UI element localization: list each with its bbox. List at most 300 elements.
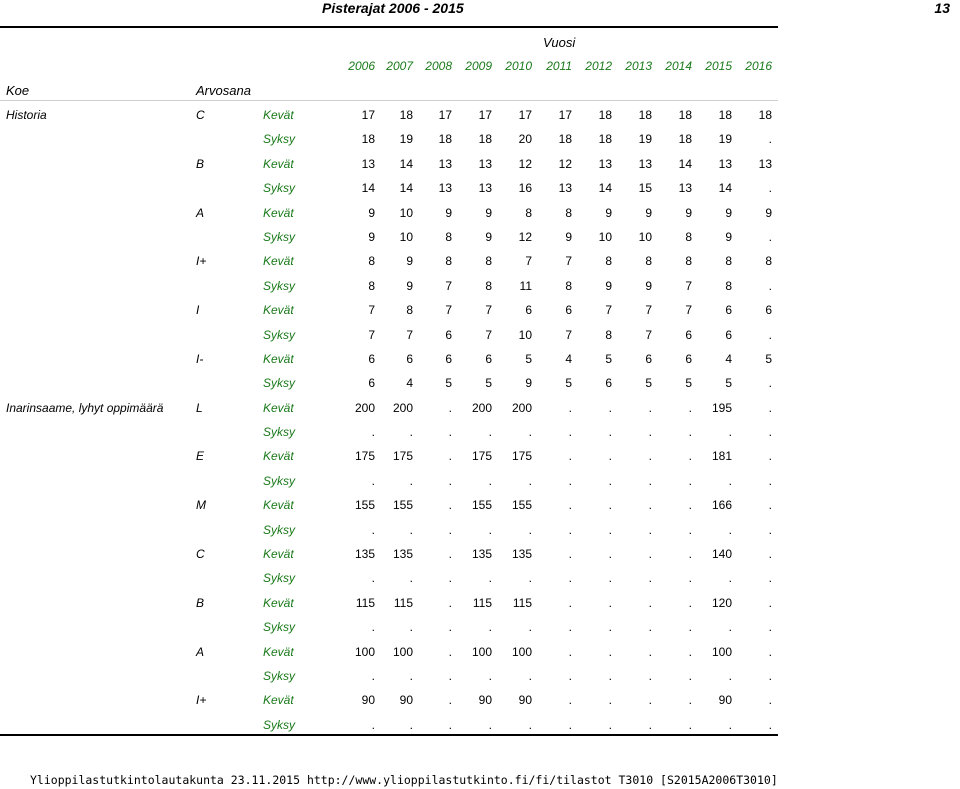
score-cell: 5 — [445, 376, 452, 391]
score-cell: 6 — [685, 327, 692, 342]
score-cell: 9 — [368, 229, 375, 244]
score-cell: 140 — [711, 547, 732, 562]
term-label: Syksy — [263, 132, 296, 147]
score-cell: . — [768, 620, 772, 635]
score-cell: 9 — [485, 229, 492, 244]
score-cell: 90 — [478, 693, 492, 708]
score-cell: 4 — [406, 376, 413, 391]
score-cell: 100 — [471, 644, 492, 659]
score-cell: 12 — [518, 156, 532, 171]
score-cell: 175 — [354, 449, 375, 464]
year-header-2013: 2013 — [625, 59, 652, 73]
score-cell: . — [448, 644, 452, 659]
grade-label: M — [196, 498, 206, 513]
score-cell: 9 — [685, 205, 692, 220]
score-cell: 6 — [445, 327, 452, 342]
score-cell: . — [688, 522, 692, 537]
score-cell: . — [528, 425, 532, 440]
score-cell: 7 — [685, 278, 692, 293]
score-cell: . — [728, 620, 732, 635]
score-cell: . — [528, 620, 532, 635]
score-cell: 6 — [685, 351, 692, 366]
score-cell: . — [688, 498, 692, 513]
score-cell: . — [768, 547, 772, 562]
table-row — [0, 226, 778, 250]
score-cell: 18 — [678, 132, 692, 147]
score-cell: . — [568, 693, 572, 708]
score-cell: 8 — [445, 254, 452, 269]
score-cell: . — [688, 473, 692, 488]
score-cell: 100 — [354, 644, 375, 659]
score-cell: 13 — [638, 156, 652, 171]
score-cell: . — [648, 498, 652, 513]
score-cell: 7 — [445, 303, 452, 318]
grade-label: C — [196, 108, 205, 122]
exam-name: Historia — [6, 108, 47, 122]
score-cell: . — [409, 620, 413, 635]
score-cell: 9 — [445, 205, 452, 220]
score-cell: . — [728, 717, 732, 732]
score-cell: . — [728, 571, 732, 586]
score-cell: 14 — [598, 181, 612, 196]
score-cell: . — [568, 498, 572, 513]
table-row — [0, 665, 778, 689]
score-cell: . — [648, 473, 652, 488]
score-cell: . — [568, 595, 572, 610]
score-cell: 135 — [354, 547, 375, 562]
score-cell: 8 — [725, 278, 732, 293]
score-cell: 13 — [361, 156, 375, 171]
score-cell: 100 — [711, 644, 732, 659]
score-cell: 7 — [645, 303, 652, 318]
table-row — [0, 128, 778, 152]
term-label: Kevät — [263, 547, 294, 562]
table-row — [0, 250, 778, 274]
score-cell: 13 — [598, 156, 612, 171]
score-cell: 8 — [685, 229, 692, 244]
score-cell: 13 — [438, 181, 452, 196]
score-cell: . — [608, 425, 612, 440]
score-cell: . — [448, 717, 452, 732]
score-cell: 13 — [478, 156, 492, 171]
score-cell: . — [768, 449, 772, 464]
score-cell: . — [728, 668, 732, 683]
term-label: Syksy — [263, 717, 296, 732]
score-cell: . — [648, 571, 652, 586]
score-cell: 18 — [361, 132, 375, 147]
score-cell: 100 — [511, 644, 532, 659]
score-cell: 5 — [645, 376, 652, 391]
score-cell: 19 — [638, 132, 652, 147]
score-cell: 17 — [558, 108, 572, 122]
score-cell: 11 — [519, 278, 532, 293]
score-cell: . — [488, 571, 492, 586]
score-cell: 175 — [392, 449, 413, 464]
score-cell: 5 — [725, 376, 732, 391]
score-cell: 6 — [725, 303, 732, 318]
score-cell: 10 — [399, 229, 413, 244]
score-cell: . — [568, 449, 572, 464]
term-label: Syksy — [263, 620, 296, 635]
score-cell: . — [648, 425, 652, 440]
score-cell: 9 — [725, 205, 732, 220]
score-cell: 6 — [406, 351, 413, 366]
score-cell: . — [568, 717, 572, 732]
score-cell: . — [608, 644, 612, 659]
score-cell: 200 — [354, 400, 375, 415]
score-cell: . — [728, 473, 732, 488]
term-label: Kevät — [263, 254, 294, 269]
score-cell: 7 — [368, 327, 375, 342]
score-cell: 15 — [638, 181, 652, 196]
year-header-2010: 2010 — [505, 59, 532, 73]
score-cell: 18 — [678, 108, 692, 122]
score-cell: . — [688, 620, 692, 635]
score-cell: 13 — [758, 156, 772, 171]
score-cell: 8 — [445, 229, 452, 244]
score-cell: 8 — [685, 254, 692, 269]
year-header-2016: 2016 — [745, 59, 772, 73]
score-cell: . — [448, 547, 452, 562]
table-row — [0, 470, 778, 494]
term-label: Syksy — [263, 376, 296, 391]
score-cell: . — [528, 668, 532, 683]
score-cell: . — [688, 449, 692, 464]
score-cell: . — [768, 229, 772, 244]
score-cell: 7 — [565, 254, 572, 269]
score-cell: . — [409, 668, 413, 683]
score-cell: 14 — [399, 156, 413, 171]
score-cell: 10 — [598, 229, 612, 244]
score-cell: 8 — [605, 254, 612, 269]
score-cell: 14 — [718, 181, 732, 196]
score-cell: . — [728, 522, 732, 537]
score-cell: . — [448, 620, 452, 635]
score-cell: 200 — [471, 400, 492, 415]
year-header-2009: 2009 — [465, 59, 492, 73]
score-cell: . — [448, 400, 452, 415]
table-row — [0, 592, 778, 616]
score-cell: . — [768, 498, 772, 513]
score-cell: . — [528, 717, 532, 732]
score-cell: 155 — [354, 498, 375, 513]
score-cell: 6 — [565, 303, 572, 318]
score-cell: 115 — [355, 595, 375, 610]
score-cell: 8 — [565, 205, 572, 220]
score-cell: 5 — [485, 376, 492, 391]
score-cell: . — [688, 717, 692, 732]
score-cell: . — [488, 620, 492, 635]
year-header-2006: 2006 — [348, 59, 375, 73]
score-cell: . — [371, 425, 375, 440]
score-cell: 17 — [518, 108, 532, 122]
score-cell: 7 — [605, 303, 612, 318]
score-cell: 6 — [765, 303, 772, 318]
year-header-2012: 2012 — [585, 59, 612, 73]
score-cell: . — [608, 595, 612, 610]
score-cell: . — [688, 400, 692, 415]
score-cell: 8 — [406, 303, 413, 318]
score-cell: . — [768, 132, 772, 147]
score-cell: 90 — [361, 693, 375, 708]
table-row — [0, 104, 778, 128]
score-cell: . — [608, 717, 612, 732]
score-cell: . — [768, 571, 772, 586]
score-cell: . — [608, 693, 612, 708]
score-cell: . — [409, 425, 413, 440]
score-cell: . — [448, 522, 452, 537]
score-cell: 9 — [605, 278, 612, 293]
score-cell: . — [768, 473, 772, 488]
score-cell: . — [608, 668, 612, 683]
term-label: Syksy — [263, 278, 296, 293]
score-cell: . — [371, 668, 375, 683]
score-cell: 18 — [478, 132, 492, 147]
score-cell: 6 — [485, 351, 492, 366]
score-cell: . — [568, 668, 572, 683]
score-cell: . — [608, 400, 612, 415]
score-cell: . — [608, 473, 612, 488]
score-cell: 18 — [598, 108, 612, 122]
term-label: Kevät — [263, 693, 294, 708]
score-cell: . — [648, 400, 652, 415]
score-cell: . — [488, 522, 492, 537]
score-cell: 6 — [368, 376, 375, 391]
report-title: Pisterajat 2006 - 2015 — [322, 0, 464, 16]
score-cell: 9 — [765, 205, 772, 220]
score-cell: 5 — [605, 351, 612, 366]
table-row — [0, 421, 778, 445]
year-header-2015: 2015 — [705, 59, 732, 73]
table-row — [0, 153, 778, 177]
term-label: Kevät — [263, 156, 294, 171]
score-cell: 12 — [518, 229, 532, 244]
score-cell: . — [768, 278, 772, 293]
table-row — [0, 202, 778, 226]
table-row — [0, 641, 778, 665]
score-cell: . — [409, 522, 413, 537]
score-cell: . — [448, 425, 452, 440]
score-cell: . — [768, 376, 772, 391]
table-row — [0, 519, 778, 543]
score-cell: 9 — [368, 205, 375, 220]
table-row — [0, 372, 778, 396]
table-row — [0, 397, 778, 421]
score-cell: 90 — [718, 693, 732, 708]
score-cell: . — [608, 498, 612, 513]
score-cell: 135 — [511, 547, 532, 562]
score-cell: 181 — [711, 449, 732, 464]
header-divider — [0, 100, 778, 101]
term-label: Syksy — [263, 522, 296, 537]
score-cell: 17 — [438, 108, 452, 122]
score-cell: . — [688, 668, 692, 683]
score-cell: . — [688, 571, 692, 586]
score-cell: 18 — [638, 108, 652, 122]
score-cell: 135 — [471, 547, 492, 562]
score-cell: 200 — [511, 400, 532, 415]
term-label: Syksy — [263, 181, 296, 196]
score-cell: 7 — [485, 327, 492, 342]
score-cell: . — [768, 717, 772, 732]
score-cell: . — [648, 717, 652, 732]
score-cell: 14 — [399, 181, 413, 196]
score-cell: . — [768, 668, 772, 683]
score-cell: 8 — [485, 254, 492, 269]
score-cell: . — [448, 473, 452, 488]
table-row — [0, 616, 778, 640]
score-cell: 135 — [392, 547, 413, 562]
score-cell: 12 — [558, 156, 572, 171]
score-cell: . — [648, 644, 652, 659]
score-cell: 6 — [368, 351, 375, 366]
score-cell: 90 — [518, 693, 532, 708]
score-cell: . — [768, 425, 772, 440]
score-cell: 155 — [392, 498, 413, 513]
score-cell: 7 — [645, 327, 652, 342]
table-row — [0, 494, 778, 518]
score-cell: 9 — [565, 229, 572, 244]
grade-label: B — [196, 595, 205, 610]
score-cell: . — [409, 717, 413, 732]
score-cell: 8 — [645, 254, 652, 269]
score-cell: 200 — [392, 400, 413, 415]
arvosana-column-header: Arvosana — [196, 83, 251, 98]
score-cell: 155 — [511, 498, 532, 513]
score-cell: . — [648, 547, 652, 562]
score-cell: 166 — [711, 498, 732, 513]
table-row — [0, 543, 778, 567]
term-label: Kevät — [263, 351, 294, 366]
page-number: 13 — [934, 0, 950, 16]
term-label: Syksy — [263, 229, 296, 244]
score-cell: . — [608, 449, 612, 464]
score-cell: . — [488, 425, 492, 440]
term-label: Kevät — [263, 644, 294, 659]
score-cell: 19 — [718, 132, 732, 147]
score-cell: . — [608, 522, 612, 537]
score-cell: 7 — [685, 303, 692, 318]
score-cell: 175 — [511, 449, 532, 464]
table-row — [0, 275, 778, 299]
score-cell: 8 — [565, 278, 572, 293]
score-cell: . — [728, 425, 732, 440]
score-cell: 13 — [558, 181, 572, 196]
score-cell: 115 — [393, 595, 413, 610]
score-cell: 16 — [518, 181, 532, 196]
year-header-2011: 2011 — [546, 59, 572, 73]
score-cell: 115 — [472, 595, 492, 610]
score-cell: 9 — [645, 205, 652, 220]
score-cell: 13 — [678, 181, 692, 196]
score-cell: 14 — [678, 156, 692, 171]
term-label: Kevät — [263, 400, 294, 415]
score-cell: 9 — [485, 205, 492, 220]
score-cell: 20 — [518, 132, 532, 147]
term-label: Syksy — [263, 425, 296, 440]
score-cell: 18 — [399, 108, 413, 122]
score-cell: 10 — [638, 229, 652, 244]
score-cell: 6 — [645, 351, 652, 366]
score-cell: 8 — [725, 254, 732, 269]
term-label: Kevät — [263, 108, 294, 122]
score-cell: 8 — [765, 254, 772, 269]
score-cell: 8 — [368, 278, 375, 293]
term-label: Kevät — [263, 205, 294, 220]
table-row — [0, 689, 778, 713]
grade-label: I+ — [196, 254, 207, 269]
table-row — [0, 299, 778, 323]
score-cell: 7 — [485, 303, 492, 318]
score-cell: . — [371, 620, 375, 635]
score-cell: . — [409, 473, 413, 488]
score-cell: 8 — [605, 327, 612, 342]
score-cell: 4 — [725, 351, 732, 366]
score-cell: 10 — [399, 205, 413, 220]
score-cell: 195 — [711, 400, 732, 415]
score-cell: . — [448, 498, 452, 513]
score-cell: . — [448, 571, 452, 586]
score-cell: 9 — [406, 254, 413, 269]
score-cell: . — [768, 595, 772, 610]
score-cell: . — [768, 644, 772, 659]
score-cell: . — [768, 181, 772, 196]
score-cell: . — [488, 668, 492, 683]
score-cell: 7 — [406, 327, 413, 342]
score-cell: . — [448, 449, 452, 464]
score-cell: . — [448, 595, 452, 610]
score-cell: 6 — [445, 351, 452, 366]
score-cell: 120 — [711, 595, 732, 610]
score-cell: . — [688, 644, 692, 659]
score-cell: 115 — [512, 595, 532, 610]
score-cell: . — [768, 400, 772, 415]
grade-label: I- — [196, 351, 204, 366]
grade-label: E — [196, 449, 205, 464]
score-cell: . — [768, 693, 772, 708]
score-cell: . — [688, 547, 692, 562]
score-cell: 8 — [368, 254, 375, 269]
score-cell: . — [568, 547, 572, 562]
score-cell: . — [648, 449, 652, 464]
year-group-label: Vuosi — [543, 35, 576, 50]
score-cell: 5 — [525, 351, 532, 366]
table-row — [0, 177, 778, 201]
term-label: Kevät — [263, 595, 294, 610]
score-cell: . — [448, 693, 452, 708]
score-cell: 9 — [605, 205, 612, 220]
score-cell: . — [568, 400, 572, 415]
term-label: Kevät — [263, 303, 294, 318]
score-cell: . — [568, 620, 572, 635]
score-cell: 8 — [485, 278, 492, 293]
score-cell: 6 — [525, 303, 532, 318]
term-label: Syksy — [263, 473, 296, 488]
score-cell: 17 — [361, 108, 375, 122]
table-row — [0, 324, 778, 348]
score-cell: 9 — [725, 229, 732, 244]
score-cell: . — [371, 473, 375, 488]
top-rule — [0, 26, 778, 28]
year-header-2007: 2007 — [386, 59, 413, 73]
score-cell: 9 — [406, 278, 413, 293]
score-cell: 155 — [471, 498, 492, 513]
year-header-row — [0, 59, 778, 75]
term-label: Syksy — [263, 327, 296, 342]
term-label: Syksy — [263, 571, 296, 586]
score-cell: . — [568, 522, 572, 537]
term-label: Kevät — [263, 498, 294, 513]
